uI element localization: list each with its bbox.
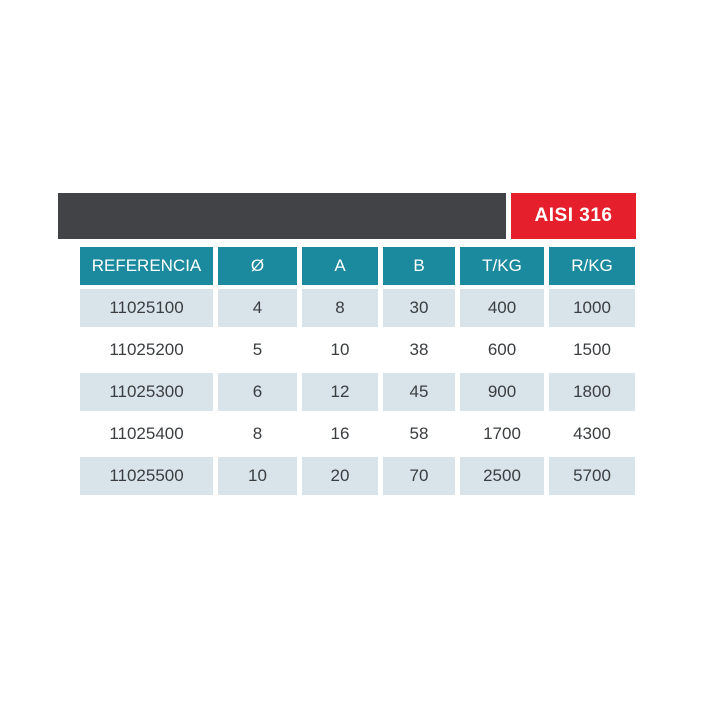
table-cell-r-kg: 4300 <box>549 415 635 453</box>
table-cell-referencia: 11025500 <box>80 457 213 495</box>
table-cell-b: 45 <box>383 373 455 411</box>
table-cell-r-kg: 1800 <box>549 373 635 411</box>
table-cell-diameter: 6 <box>218 373 297 411</box>
table-cell-b: 70 <box>383 457 455 495</box>
table-cell-referencia: 11025100 <box>80 289 213 327</box>
table-cell-a: 20 <box>302 457 378 495</box>
table-cell-diameter: 10 <box>218 457 297 495</box>
table-cell-t-kg: 2500 <box>460 457 544 495</box>
table-cell-t-kg: 600 <box>460 331 544 369</box>
table-cell-r-kg: 5700 <box>549 457 635 495</box>
table-cell-t-kg: 1700 <box>460 415 544 453</box>
table-cell-diameter: 8 <box>218 415 297 453</box>
table-cell-a: 16 <box>302 415 378 453</box>
table-cell-a: 8 <box>302 289 378 327</box>
column-header-a: A <box>302 247 378 285</box>
table-cell-b: 38 <box>383 331 455 369</box>
table-cell-r-kg: 1500 <box>549 331 635 369</box>
table-cell-t-kg: 400 <box>460 289 544 327</box>
table-cell-referencia: 11025200 <box>80 331 213 369</box>
table-cell-a: 10 <box>302 331 378 369</box>
material-badge: AISI 316 <box>511 193 636 239</box>
table-cell-r-kg: 1000 <box>549 289 635 327</box>
column-header-referencia: REFERENCIA <box>80 247 213 285</box>
table-cell-referencia: 11025300 <box>80 373 213 411</box>
column-header-b: B <box>383 247 455 285</box>
table-cell-diameter: 5 <box>218 331 297 369</box>
spec-table <box>80 247 635 495</box>
table-cell-b: 58 <box>383 415 455 453</box>
table-cell-referencia: 11025400 <box>80 415 213 453</box>
title-bar <box>58 193 506 239</box>
table-cell-t-kg: 900 <box>460 373 544 411</box>
column-header-diameter: Ø <box>218 247 297 285</box>
table-cell-a: 12 <box>302 373 378 411</box>
table-cell-b: 30 <box>383 289 455 327</box>
column-header-t-kg: T/KG <box>460 247 544 285</box>
table-cell-diameter: 4 <box>218 289 297 327</box>
column-header-r-kg: R/KG <box>549 247 635 285</box>
